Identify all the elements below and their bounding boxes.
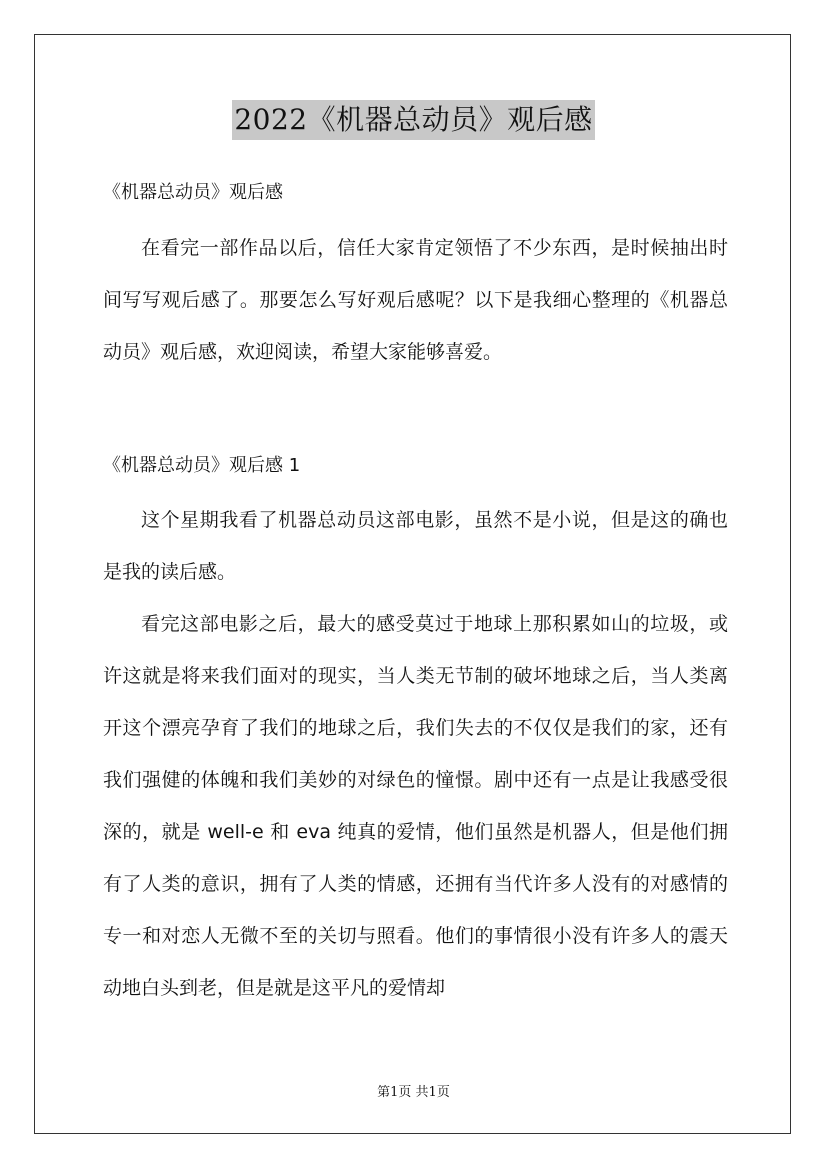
section-paragraph-2: 看完这部电影之后，最大的感受莫过于地球上那积累如山的垃圾，或许这就是将来我们面对的现实，当人类无节制的破坏地球之后，当人类离开这个漂亮孕育了我们的地球之后，我们失去的不仅仅是我们的家，还有我们强健的体魄和我们美妙的对绿色的憧憬。剧中还有一点是让我感受很深的，就是 well-e 和 eva 纯真的爱情，他们虽然是机器人，但是他们拥有了人类的意识，拥有了人类的情感，还拥有当代许多人没有的对感情的专一和对恋人无微不至的关切与照看。他们的事情很小没有许多人的震天动地白头到老，但是就是这平凡的爱情却 — [103, 613, 728, 999]
document-title: 2022《机器总动员》观后感 — [232, 100, 594, 140]
subtitle: 《机器总动员》观后感 — [103, 182, 283, 203]
page-footer: 第1页 共1页 — [377, 1085, 450, 1100]
section-paragraph-1: 这个星期我看了机器总动员这部电影，虽然不是小说，但是这的确也是我的读后感。 — [103, 509, 728, 583]
section-heading: 《机器总动员》观后感 1 — [103, 455, 301, 476]
intro-paragraph: 在看完一部作品以后，信任大家肯定领悟了不少东西，是时候抽出时间写写观后感了。那要怎么写好观后感呢？以下是我细心整理的《机器总动员》观后感，欢迎阅读，希望大家能够喜爱。 — [103, 237, 728, 363]
document-title-wrap — [0, 100, 827, 140]
